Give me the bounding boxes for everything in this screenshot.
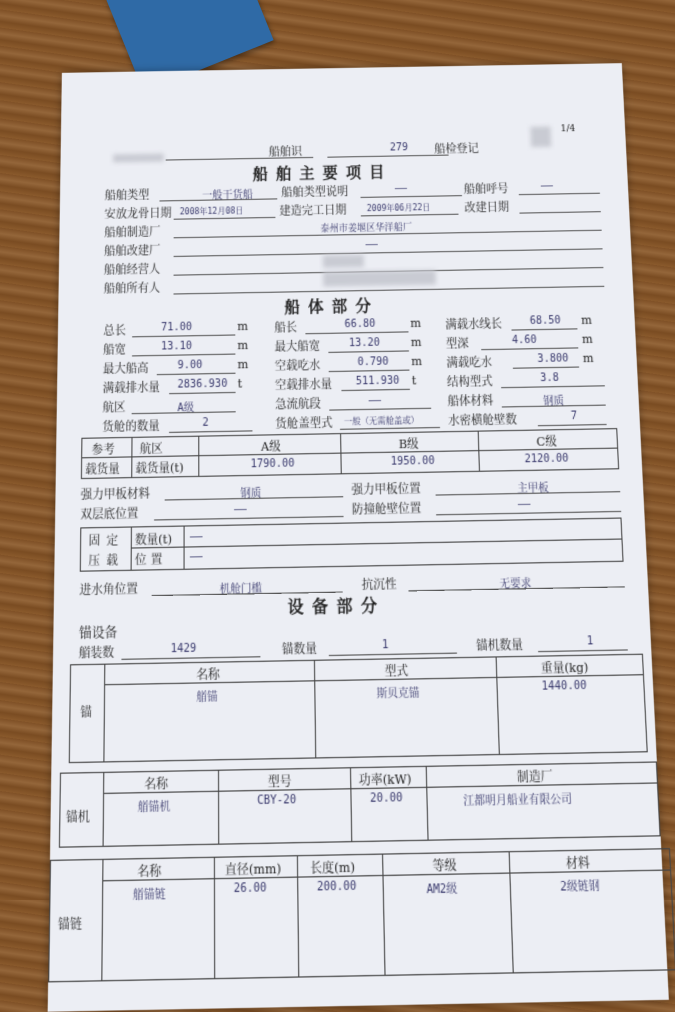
angle: 机舱门槛	[219, 582, 263, 597]
page-number: 1/4	[560, 124, 576, 135]
rebuilder-label: 船舶改建厂	[104, 243, 161, 259]
winch-h-name: 名称	[144, 776, 169, 793]
light-disp: 511.930	[355, 375, 400, 388]
modify-date-label: 改建日期	[464, 200, 510, 215]
ship-type: 一般干货船	[202, 189, 253, 202]
max-height-unit: m	[237, 357, 249, 372]
lbp-label: 船长	[274, 320, 298, 335]
zone-label: 航区	[102, 400, 126, 415]
angle-label: 进水角位置	[79, 581, 138, 598]
light-draft-label: 空载吃水	[274, 358, 321, 374]
chain-diameter: 26.00	[233, 881, 267, 896]
winch-h-maker: 制造厂	[516, 769, 553, 786]
cert-label: 船舶识	[268, 144, 303, 159]
ref-load-label: 载货量	[85, 462, 120, 477]
ref-zone-header: 航区	[139, 441, 163, 457]
material-label: 船体材料	[447, 393, 494, 409]
hatch-label: 货舱盖型式	[275, 415, 333, 432]
collision: ——	[517, 498, 531, 511]
redacted-owner	[323, 270, 436, 287]
winch-maker: 江都明月船业有限公司	[463, 793, 573, 809]
chain-grade: AM2级	[426, 883, 458, 897]
anchor-count-label: 锚数量	[281, 641, 318, 657]
lbp-unit: m	[410, 316, 422, 331]
redacted-operator	[323, 255, 364, 268]
ballast-pos-label: 位置	[134, 552, 167, 568]
hatch: 一般（无需舱盖或）	[343, 415, 420, 427]
full-draft: 3.800	[537, 352, 569, 366]
winch-power: 20.00	[369, 791, 403, 806]
anchor-h-weight: 重量(kg)	[540, 660, 589, 677]
double-bottom-label: 双层底位置	[80, 506, 139, 522]
chain-h-diameter: 直径(mm)	[224, 861, 282, 878]
bulkhead: 7	[570, 410, 578, 423]
chain-side: 锚链	[57, 916, 83, 933]
chain-h-name: 名称	[137, 863, 162, 880]
ref-col-c: C级	[536, 434, 557, 450]
anchor-type: 斯贝克锚	[376, 687, 420, 701]
full-disp-unit: t	[237, 376, 243, 391]
lwl-unit: m	[580, 313, 593, 328]
max-beam-unit: m	[410, 335, 422, 350]
deck-mat-label: 强力甲板材料	[80, 486, 151, 503]
full-draft-label: 满载吃水	[446, 355, 493, 370]
chain-h-material: 材料	[565, 855, 591, 872]
winch-h-model: 型号	[267, 774, 292, 790]
depth-unit: m	[581, 332, 594, 347]
ref-val-c: 2120.00	[524, 452, 569, 466]
deck-pos: 主甲板	[517, 482, 549, 496]
light-draft: 0.790	[357, 356, 389, 369]
winch-count-label: 锚机数量	[475, 637, 524, 654]
rapids-label: 急流航段	[275, 396, 321, 412]
ballast-press: 压载	[88, 553, 125, 569]
keel-date: 2008年12月08日	[179, 206, 244, 217]
chain-h-grade: 等级	[432, 858, 457, 874]
lwl: 68.50	[529, 314, 561, 328]
double-bottom: ——	[234, 503, 247, 516]
material: 钢质	[542, 395, 565, 408]
anchor-equip-title: 锚设备	[78, 624, 118, 642]
call-sign-label: 船舶呼号	[463, 182, 509, 197]
ballast-pos: ——	[189, 550, 203, 564]
anchor-side: 锚	[80, 704, 93, 721]
winch-h-power: 功率(kW)	[358, 771, 412, 789]
light-disp-label: 空载排水量	[274, 377, 333, 393]
equip-title: 设备部分	[287, 595, 386, 618]
owner-label: 船舶所有人	[103, 281, 161, 296]
ship-type-desc-label: 船舶类型说明	[281, 184, 349, 200]
built-date: 2009年06月22日	[366, 202, 431, 214]
ballast-qty: ——	[189, 530, 203, 544]
ref-load-header: 载货量(t)	[135, 460, 184, 476]
anchor-h-name: 名称	[196, 667, 220, 683]
rapids: ——	[368, 394, 382, 407]
ref-col-a: A级	[260, 439, 281, 455]
struct: 3.8	[539, 372, 560, 385]
ship-type-desc: ——	[394, 182, 408, 195]
max-beam-label: 最大船宽	[274, 339, 321, 354]
winch-side: 锚机	[65, 809, 90, 826]
full-disp-label: 满载排水量	[102, 380, 160, 396]
light-disp-unit: t	[411, 373, 417, 388]
max-height: 9.00	[177, 359, 203, 372]
chain-length: 200.00	[316, 880, 357, 895]
chain-h-length: 长度(m)	[310, 859, 356, 877]
anchor-name: 艏锚	[196, 691, 218, 705]
full-disp: 2836.930	[177, 378, 228, 391]
deck-pos-label: 强力甲板位置	[351, 481, 421, 498]
light-draft-unit: m	[411, 354, 423, 369]
redacted-qr	[530, 126, 551, 147]
anchor-num: 1429	[170, 642, 197, 656]
lbp: 66.80	[344, 318, 376, 331]
holds-label: 货舱的数量	[102, 419, 160, 435]
zone: A级	[177, 402, 195, 415]
ref-val-b: 1950.00	[390, 455, 436, 468]
ballast-qty-label: 数量(t)	[134, 532, 172, 548]
anchor-h-type: 型式	[384, 663, 409, 679]
beam: 13.10	[160, 340, 193, 353]
anchor-weight: 1440.00	[541, 679, 588, 694]
holds: 2	[202, 417, 209, 430]
sink: 无要求	[499, 577, 532, 591]
ref-col-b: B级	[398, 437, 419, 452]
main-title: 船舶主要项目	[252, 162, 393, 184]
winch-name: 艏锚机	[137, 800, 171, 815]
lwl-label: 满载水线长	[445, 317, 503, 332]
ballast-fixed: 固定	[88, 533, 125, 549]
reg-label: 船检登记	[434, 141, 479, 156]
max-height-label: 最大船高	[102, 361, 149, 377]
bulkhead-label: 水密横舱壁数	[447, 412, 518, 428]
struct-label: 结构型式	[446, 374, 493, 390]
deck-mat: 钢质	[240, 487, 262, 501]
call-sign: ——	[540, 180, 554, 192]
anchor-num-label: 艏装数	[78, 645, 115, 661]
builder-label: 船舶制造厂	[104, 225, 161, 240]
winch-model: CBY-20	[257, 793, 297, 808]
operator-label: 船舶经营人	[103, 262, 161, 277]
sink-label: 抗沉性	[361, 577, 397, 593]
chain-name: 艏锚链	[132, 888, 166, 903]
anchor-count: 1	[381, 639, 389, 652]
depth-label: 型深	[445, 336, 469, 351]
beam-label: 船宽	[103, 342, 126, 357]
builder: 泰州市姜堰区华洋船厂	[320, 222, 413, 235]
built-date-label: 建造完工日期	[279, 203, 347, 218]
max-beam: 13.20	[348, 337, 381, 350]
ref-label: 参考	[91, 442, 115, 458]
rebuilder: ——	[365, 238, 378, 251]
loa-label: 总长	[103, 323, 127, 338]
keel-date-label: 安放龙骨日期	[104, 206, 172, 221]
chain-material: 2级链钢	[559, 880, 600, 895]
winch-count: 1	[586, 635, 594, 648]
hull-title: 船体部分	[284, 296, 380, 317]
beam-unit: m	[237, 338, 249, 353]
ship-type-label: 船舶类型	[104, 188, 150, 203]
depth: 4.60	[511, 334, 537, 347]
redacted-block	[113, 153, 164, 162]
ref-val-a: 1790.00	[250, 457, 295, 471]
loa-unit: m	[237, 319, 249, 334]
cert-number: 279	[389, 142, 409, 154]
loa: 71.00	[161, 321, 193, 334]
collision-label: 防撞舱壁位置	[351, 501, 422, 517]
document-page	[48, 63, 669, 1012]
full-draft-unit: m	[582, 351, 594, 366]
